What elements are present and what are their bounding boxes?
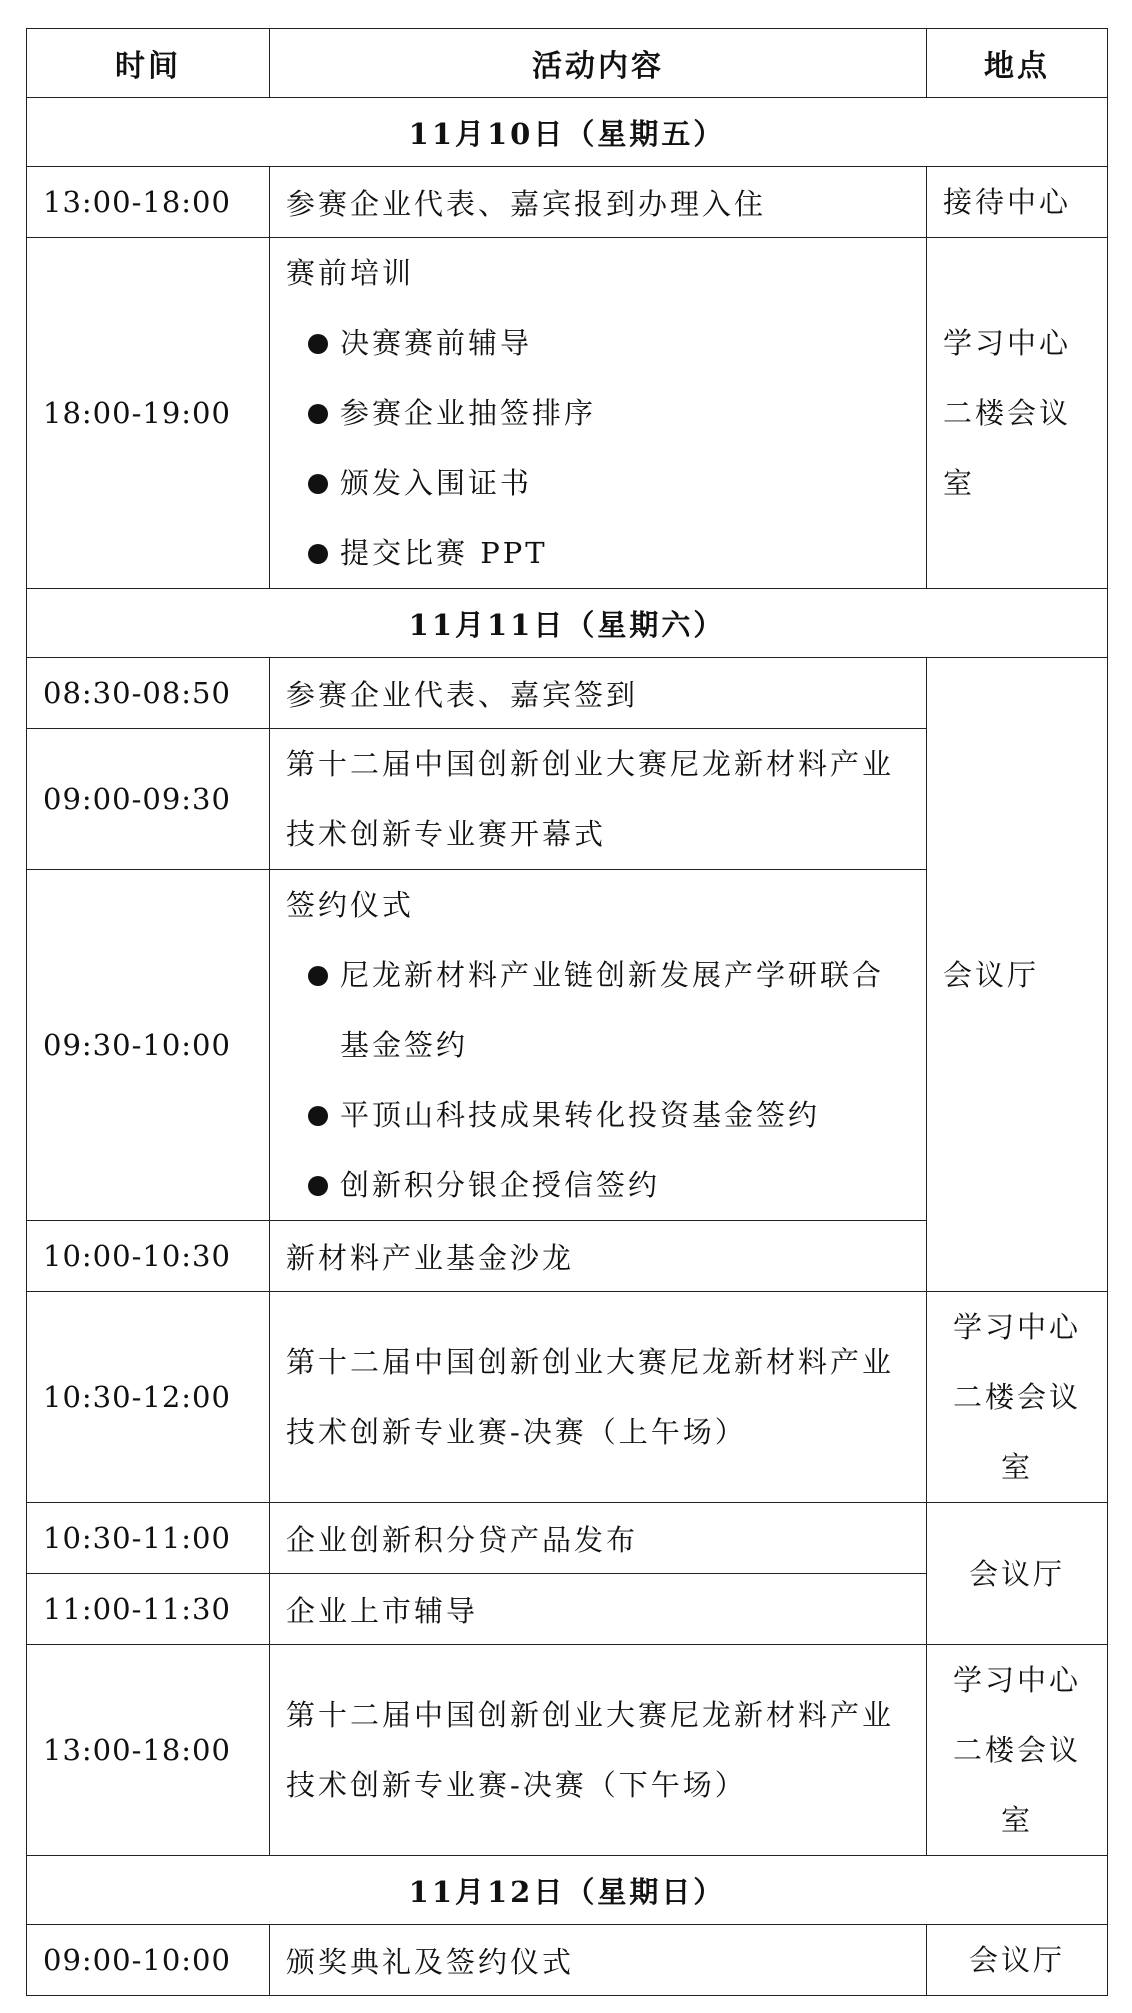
- time-cell: 08:30-08:50: [27, 658, 270, 729]
- time-cell: 10:30-11:00: [27, 1503, 270, 1574]
- time-cell: 11:00-11:30: [27, 1574, 270, 1645]
- day-title: 11月12日（星期日）: [27, 1856, 1108, 1925]
- location-cell: 会议厅: [927, 1503, 1108, 1645]
- table-row: [27, 1925, 1108, 1996]
- content-cell: [270, 238, 927, 589]
- table-row: [27, 167, 1108, 238]
- content-heading: 签约仪式: [286, 888, 415, 922]
- day-row: [27, 1856, 1108, 1925]
- location-cell: 学习中心 二楼会议 室: [927, 238, 1108, 589]
- header-content: 活动内容: [270, 29, 927, 98]
- list-item: 提交比赛 PPT: [286, 518, 910, 588]
- time-cell: 10:30-12:00: [27, 1292, 270, 1503]
- day-title: 11月10日（星期五）: [27, 98, 1108, 167]
- bullet-icon: [308, 966, 328, 986]
- table-row: [27, 658, 1108, 729]
- bullet-icon: [308, 1106, 328, 1126]
- time-cell: 09:30-10:00: [27, 870, 270, 1221]
- list-item: 平顶山科技成果转化投资基金签约: [286, 1080, 910, 1150]
- location-cell: 学习中心 二楼会议 室: [927, 1645, 1108, 1856]
- content-cell: 新材料产业基金沙龙: [270, 1221, 927, 1292]
- table-row: [27, 1645, 1108, 1856]
- time-cell: 13:00-18:00: [27, 167, 270, 238]
- header-row: [27, 29, 1108, 98]
- day-row: [27, 98, 1108, 167]
- location-cell: 会议厅: [927, 1925, 1108, 1996]
- location-cell: 接待中心: [927, 167, 1108, 238]
- time-cell: 09:00-10:00: [27, 1925, 270, 1996]
- content-cell: 颁奖典礼及签约仪式: [270, 1925, 927, 1996]
- time-cell: 10:00-10:30: [27, 1221, 270, 1292]
- day-row: [27, 589, 1108, 658]
- table-row: [27, 1503, 1108, 1574]
- bullet-icon: [308, 404, 328, 424]
- list-item: 创新积分银企授信签约: [286, 1150, 910, 1220]
- time-cell: 09:00-09:30: [27, 729, 270, 870]
- list-item-continuation: 基金签约: [340, 1028, 469, 1062]
- list-item: 决赛赛前辅导: [286, 308, 910, 378]
- list-item: 尼龙新材料产业链创新发展产学研联合: [286, 940, 910, 1010]
- content-cell: 第十二届中国创新创业大赛尼龙新材料产业 技术创新专业赛开幕式: [270, 729, 927, 870]
- list-item: 颁发入围证书: [286, 448, 910, 518]
- content-cell: 企业上市辅导: [270, 1574, 927, 1645]
- time-cell: 18:00-19:00: [27, 238, 270, 589]
- bullet-icon: [308, 1176, 328, 1196]
- content-cell: 第十二届中国创新创业大赛尼龙新材料产业 技术创新专业赛-决赛（下午场）: [270, 1645, 927, 1856]
- header-time: 时间: [27, 29, 270, 98]
- bullet-icon: [308, 334, 328, 354]
- table-row: [27, 1292, 1108, 1503]
- content-cell: 企业创新积分贷产品发布: [270, 1503, 927, 1574]
- content-cell: 第十二届中国创新创业大赛尼龙新材料产业 技术创新专业赛-决赛（上午场）: [270, 1292, 927, 1503]
- content-heading: 赛前培训: [286, 256, 415, 290]
- header-location: 地点: [927, 29, 1108, 98]
- schedule-table: [26, 28, 1108, 1996]
- table-row: [27, 238, 1108, 589]
- day-title: 11月11日（星期六）: [27, 589, 1108, 658]
- content-cell: 参赛企业代表、嘉宾签到: [270, 658, 927, 729]
- list-item: 参赛企业抽签排序: [286, 378, 910, 448]
- bullet-icon: [308, 474, 328, 494]
- content-cell: 参赛企业代表、嘉宾报到办理入住: [270, 167, 927, 238]
- time-cell: 13:00-18:00: [27, 1645, 270, 1856]
- bullet-icon: [308, 544, 328, 564]
- content-cell: [270, 870, 927, 1221]
- location-cell: 学习中心 二楼会议 室: [927, 1292, 1108, 1503]
- location-cell: 会议厅: [927, 658, 1108, 1292]
